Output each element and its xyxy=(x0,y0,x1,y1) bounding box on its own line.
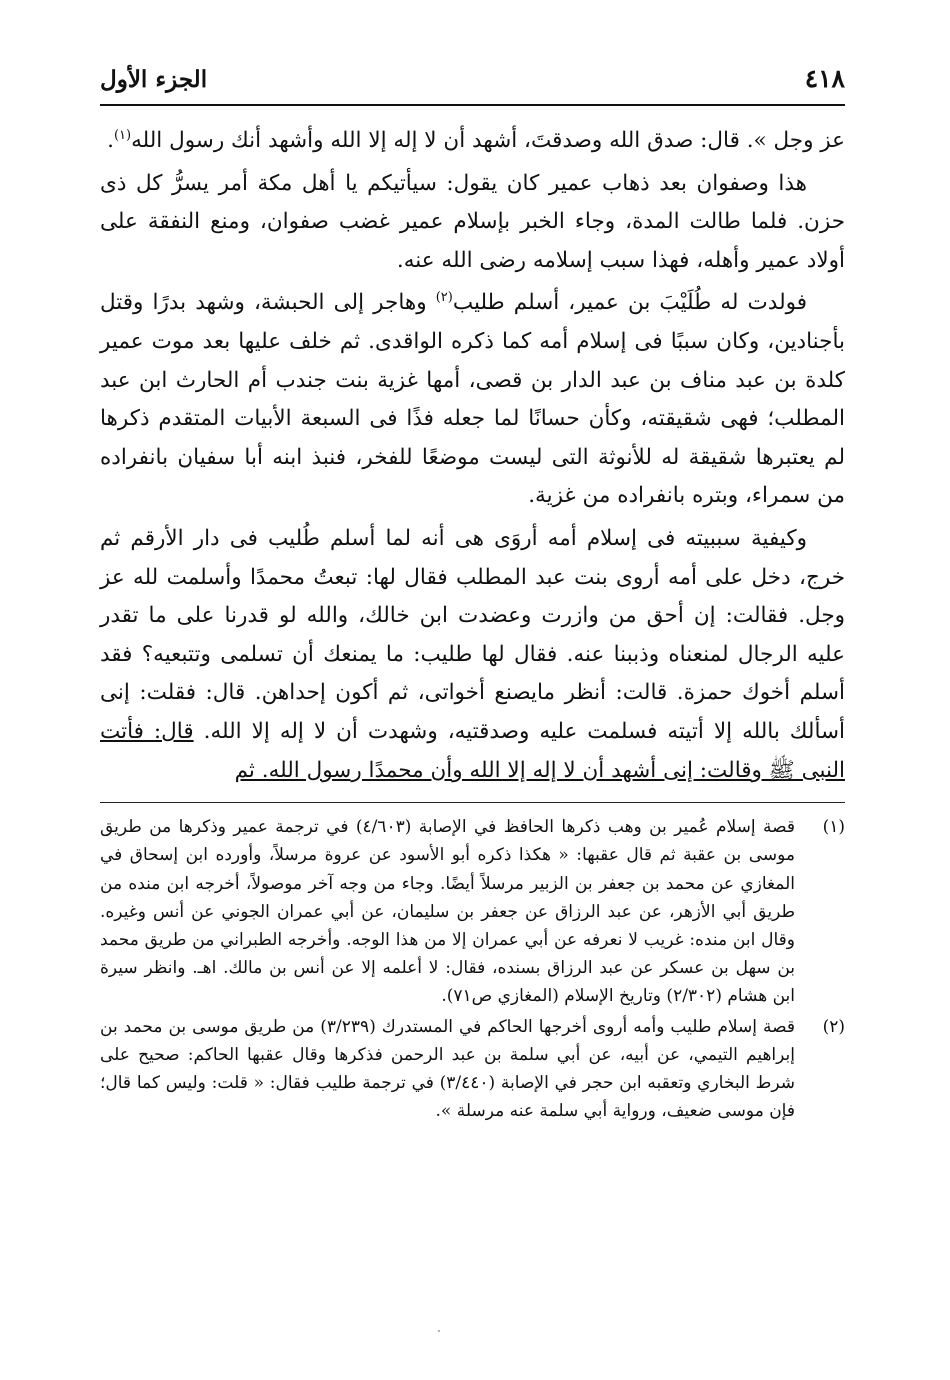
paragraph-4-text: وكيفية سببيته فى إسلام أمه أروَى هى أنه لما أسلم طُليب فى دار الأرقم ثم خرج، دخل على أمه أروى بنت عبد المطلب فقال لها: تبعتُ محمدًا وأسلمت لله عز وجل. فقالت: إن أحق من وازرت وعضدت ابن خالك، والله لو قدرنا على ما تقدر عليه الرجال لمنعناه وذببنا عنه. فقال لها طليب: ما يمنعك أن تسلمى وتتبعيه؟ فقد أسلم أخوك حمزة. قالت: أنظر مايصنع أخواتى، ثم أكون إحداهن. قال: فقلت: إنى أسألك بالله إلا أتيته فسلمت عليه وصدقتيه، وشهدت أن لا إله إلا الله. xyxy=(100,525,845,744)
scan-speck xyxy=(438,1330,440,1332)
footnote-marker: (٢) xyxy=(822,1016,845,1037)
paragraph-3 xyxy=(100,284,845,516)
page-number: ٤١٨ xyxy=(804,64,845,93)
paragraph-2: هذا وصفوان بعد ذهاب عمير كان يقول: سيأتيكم يا أهل مكة أمر يسرُّ كل ذى حزن. فلما طالت المدة، وجاء الخبر بإسلام عمير غضب صفوان، ومنع النفقة على أولاد عمير وأهله، فهذا سبب إسلامه رضى الله عنه. xyxy=(100,170,845,273)
paragraph-3-start: فولدت له طُلَيْبَ بن عمير، أسلم طليب xyxy=(452,290,807,316)
book-page xyxy=(100,52,845,1127)
paragraph-4-underlined: قال: فأتت النبى ﷺ وقالت: إنى أشهد أن لا إله إلا الله وأن محمدًا رسول الله. ثم xyxy=(100,718,845,783)
paragraph-4 xyxy=(100,520,845,790)
footnote-2 xyxy=(100,1013,845,1126)
paragraph-1 xyxy=(100,122,845,161)
footnote-marker: (١) xyxy=(822,817,845,838)
paragraph-3-rest: وهاجر إلى الحبشة، وشهد بدرًا وقتل بأجنادين، وكان سببًا فى إسلام أمه كما ذكره الواقدى. ثم خلف عليها بعد موت عمير كلدة بن عبد مناف بن عبد الدار بن قصى، أمها غزية بنت جندب أم الحارث ابن عبد المطلب؛ فهى شقيقته، وكأن حسانًا لما جعله فذًا فى السبعة الأبيات المتقدم ذكرها لم يعتبرها شقيقة له للأنوثة التى ليست موضعًا للفخر، فنبذ ابنه أبا سفيان بانفراده من سمراء، وبتره بانفراده من غزية. xyxy=(100,290,845,509)
footnote-text: قصة إسلام عُمير بن وهب ذكرها الحافظ في الإصابة (٤/٦٠٣) في ترجمة عمير وذكرها من طريق موسى بن عقبة ثم قال عقبها: « هكذا ذكره أبو الأسود عن عروة مرسلاً، وأورده ابن إسحاق في المغازي عن محمد بن جعفر بن الزبير مرسلاً أيضًا. وجاء من وجه آخر موصولاً، أخرجه ابن منده من طريق أبي الأزهر، عن عبد الرزاق عن جعفر بن سليمان، عن أبي عمران الجوني عن أنس وغيره. وقال ابن منده: غريب لا نعرفه عن أبي عمران إلا من هذا الوجه. وأخرجه الطبراني من طريق محمد بن سهل بن عسكر عن عبد الرزاق بسنده، فقال: لا أعلمه إلا عن أنس بن مالك. اهـ. وانظر سيرة ابن هشام (٢/٣٠٢) وتاريخ الإسلام (المغازي ص٧١). xyxy=(100,817,795,1007)
running-title: الجزء الأول xyxy=(100,66,208,93)
footnote-text: قصة إسلام طليب وأمه أروى أخرجها الحاكم في المستدرك (٣/٢٣٩) من طريق موسى بن محمد بن إبراهيم التيمي، عن أبيه، عن أبي سلمة بن عبد الرحمن فذكرها وقال عقبها الحاكم: صحيح على شرط البخاري وتعقبه ابن حجر في الإصابة (٣/٤٤٠) في ترجمة طليب فقال: « قلت: وليس كما قال؛ فإن موسى ضعيف، ورواية أبي سلمة عنه مرسلة ». xyxy=(100,1016,795,1122)
paragraph-1-text: عز وجل ». قال: صدق الله وصدقتَ، أشهد أن لا إله إلا الله وأشهد أنك رسول الله xyxy=(131,128,845,153)
footnote-separator xyxy=(100,802,845,803)
footnote-ref-2: (٢) xyxy=(435,290,453,306)
page-header xyxy=(100,52,845,106)
footnote-1 xyxy=(100,813,845,1010)
main-text xyxy=(100,122,845,790)
footnote-ref-1: (١) xyxy=(113,127,132,143)
paragraph-1-end: . xyxy=(107,128,114,153)
footnotes xyxy=(100,813,845,1125)
